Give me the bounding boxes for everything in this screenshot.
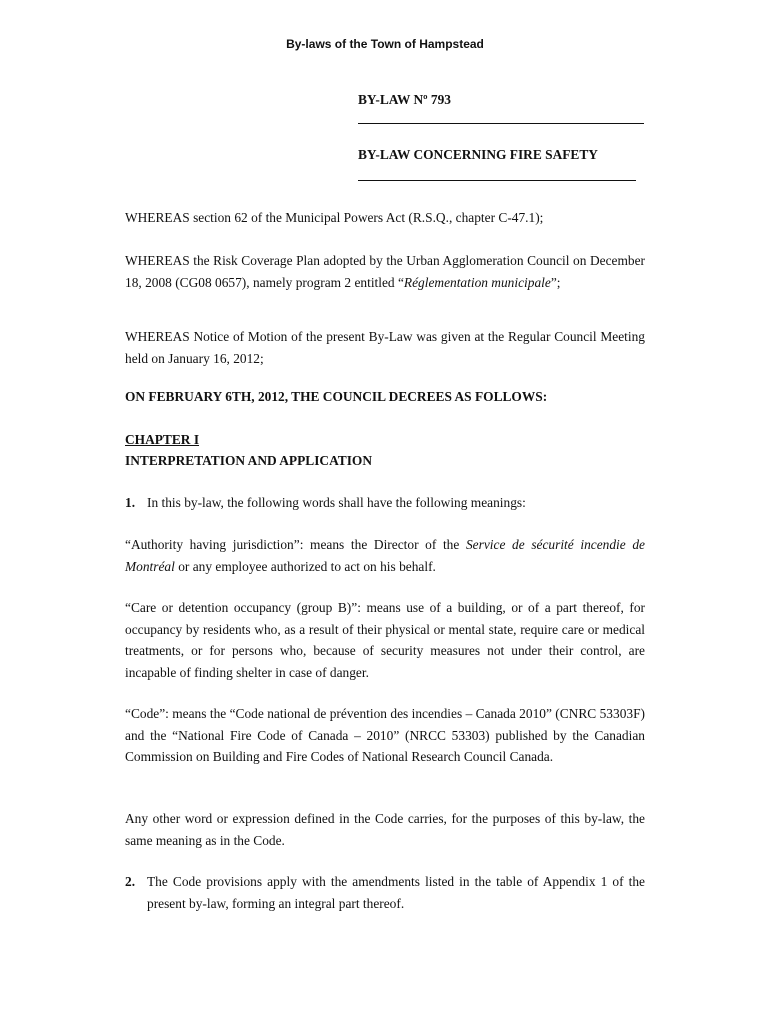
subject-rule: [358, 180, 636, 181]
whereas-paragraph: WHEREAS the Risk Coverage Plan adopted by the Urban Agglomeration Council on December 18, 2008 (CG08 0657), namely program 2 entitled “Réglementation municipale”;: [125, 253, 645, 290]
section-number: 1.: [125, 495, 136, 510]
definition-code: “Code”: means the “Code national de prévention des incendies – Canada 2010” (CNRC 53303F) and the “National Fire Code of Canada – 2010” (NRCC 53303) published by the Canadian Commission on Building and Fire Codes of National Research Council Canada.: [125, 706, 645, 764]
section-2-text: The Code provisions apply with the amendments listed in the table of Appendix 1 of the present by-law, forming an integral part thereof.: [147, 874, 645, 911]
definition-care-occupancy: “Care or detention occupancy (group B)”: means use of a building, or of a part thereof, for occupancy by residents who, as a result of their physical or mental state, require care or medical treatments, or for persons who, because of security measures not under their control, are incapable of finding shelter in case of danger.: [125, 600, 645, 680]
other-words-paragraph: Any other word or expression defined in the Code carries, for the purposes of this by-law, the same meaning as in the Code.: [125, 811, 645, 848]
section-number: 2.: [125, 874, 136, 889]
chapter-label: CHAPTER I: [125, 432, 200, 447]
definition-authority: “Authority having jurisdiction”: means the Director of the Service de sécurité incendie de Montréal or any employee authorized to act on his behalf.: [125, 537, 645, 574]
whereas-paragraph: WHEREAS Notice of Motion of the present By-Law was given at the Regular Council Meeting held on January 16, 2012;: [125, 329, 645, 366]
bylaw-number: BY-LAW Nº 793: [358, 92, 451, 107]
decree-statement: ON FEBRUARY 6TH, 2012, THE COUNCIL DECREES AS FOLLOWS:: [125, 389, 548, 404]
title-rule: [358, 123, 644, 124]
bylaw-subject: BY-LAW CONCERNING FIRE SAFETY: [358, 147, 598, 162]
whereas-paragraph: WHEREAS section 62 of the Municipal Powers Act (R.S.Q., chapter C-47.1);: [125, 210, 544, 225]
program-title: Réglementation municipale: [403, 274, 551, 290]
running-header: By-laws of the Town of Hampstead: [286, 37, 484, 51]
section-1-intro: 1. In this by-law, the following words shall have the following meanings:: [125, 492, 645, 514]
chapter-title: INTERPRETATION AND APPLICATION: [125, 453, 373, 468]
